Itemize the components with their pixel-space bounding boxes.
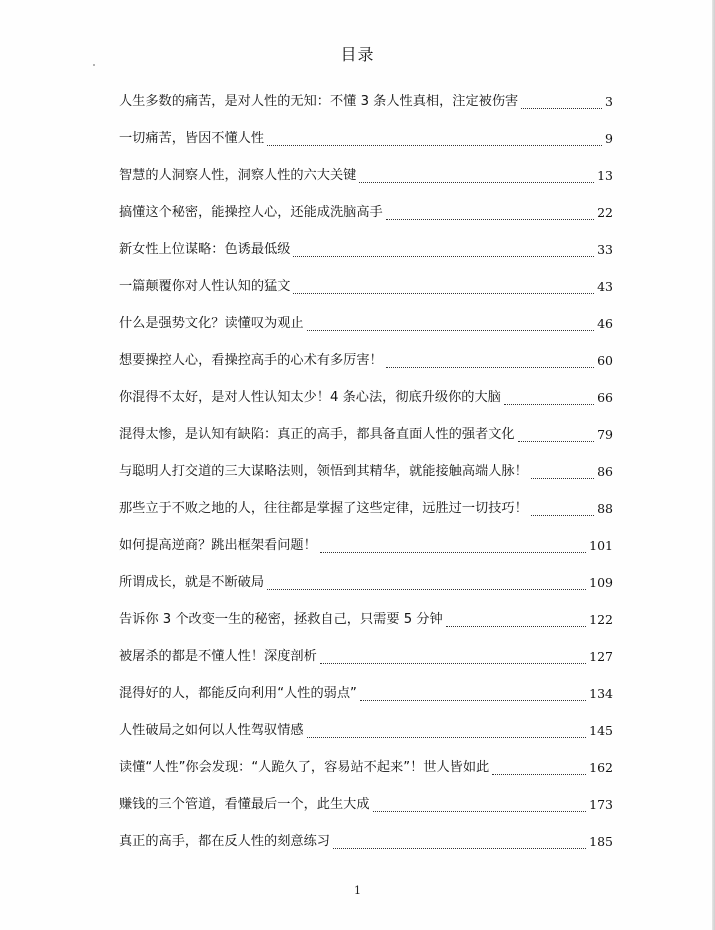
toc-entry-page-number: 66	[597, 389, 613, 405]
toc-entry-page-number: 43	[597, 278, 613, 294]
toc-entry-page-number: 60	[597, 352, 613, 368]
toc-entry[interactable]	[119, 120, 613, 157]
toc-entry-page-number: 122	[589, 611, 613, 627]
toc-entry-page-number: 13	[597, 167, 613, 183]
dot-leader	[333, 847, 586, 849]
toc-entry-title: 智慧的人洞察人性，洞察人性的六大关键	[119, 167, 357, 183]
toc-entry-title: 新女性上位谋略：色诱最低级	[119, 241, 291, 257]
dot-leader	[320, 551, 586, 553]
toc-entry[interactable]	[119, 453, 613, 490]
dot-leader	[293, 292, 594, 294]
toc-entry-title: 人生多数的痛苦，是对人性的无知：不懂 3 条人性真相，注定被伤害	[119, 93, 519, 109]
toc-entry-title: 混得好的人，都能反向利用“人性的弱点”	[119, 685, 357, 701]
toc-entry-page-number: 33	[597, 241, 613, 257]
toc-entry-page-number: 134	[589, 685, 613, 701]
toc-entry-page-number: 3	[605, 93, 613, 109]
toc-entry[interactable]	[119, 416, 613, 453]
toc-entry-title: 人性破局之如何以人性驾驭情感	[119, 722, 304, 738]
dot-leader	[531, 514, 594, 516]
dot-leader	[320, 662, 586, 664]
toc-entry-page-number: 86	[597, 463, 613, 479]
toc-entry[interactable]	[119, 194, 613, 231]
dot-leader	[518, 440, 594, 442]
toc-entry-title: 一篇颠覆你对人性认知的猛文	[119, 278, 291, 294]
dot-leader	[267, 144, 602, 146]
toc-entry-title: 混得太惨，是认知有缺陷：真正的高手，都具备直面人性的强者文化	[119, 426, 515, 442]
dot-leader	[446, 625, 586, 627]
dot-leader	[504, 403, 594, 405]
toc-entry-page-number: 162	[589, 759, 613, 775]
toc-entry[interactable]	[119, 601, 613, 638]
toc-entry-page-number: 79	[597, 426, 613, 442]
toc-entry[interactable]	[119, 157, 613, 194]
toc-entry-page-number: 109	[589, 574, 613, 590]
toc-entry[interactable]	[119, 638, 613, 675]
toc-entry[interactable]	[119, 823, 613, 860]
dot-leader	[492, 773, 586, 775]
toc-entry[interactable]	[119, 712, 613, 749]
toc-entry[interactable]	[119, 564, 613, 601]
toc-entry-title: 所谓成长，就是不断破局	[119, 574, 265, 590]
toc-entry[interactable]	[119, 83, 613, 120]
dot-leader	[293, 255, 594, 257]
dot-leader	[386, 218, 594, 220]
toc-entry-title: 与聪明人打交道的三大谋略法则，领悟到其精华，就能接触高端人脉！	[119, 463, 528, 479]
dot-leader	[307, 329, 594, 331]
toc-entry[interactable]	[119, 527, 613, 564]
toc-entry-page-number: 9	[605, 130, 613, 146]
toc-entry-title: 如何提高逆商？跳出框架看问题！	[119, 537, 317, 553]
toc-entry-title: 搞懂这个秘密，能操控人心，还能成洗脑高手	[119, 204, 383, 220]
toc-entry[interactable]	[119, 305, 613, 342]
toc-entry-title: 想要操控人心，看操控高手的心术有多厉害！	[119, 352, 383, 368]
dot-leader	[307, 736, 587, 738]
toc-entry[interactable]	[119, 379, 613, 416]
toc-entry-page-number: 127	[589, 648, 613, 664]
toc-entry[interactable]	[119, 268, 613, 305]
dot-leader	[360, 699, 586, 701]
dot-leader	[373, 810, 587, 812]
toc-entry-title: 什么是强势文化？读懂叹为观止	[119, 315, 304, 331]
table-of-contents	[119, 83, 613, 860]
dot-leader	[359, 181, 594, 183]
dot-leader	[386, 366, 594, 368]
toc-entry-page-number: 173	[589, 796, 613, 812]
toc-entry[interactable]	[119, 231, 613, 268]
toc-entry-page-number: 22	[597, 204, 613, 220]
page-number: 1	[354, 884, 361, 897]
toc-entry-page-number: 145	[589, 722, 613, 738]
dot-leader	[531, 477, 594, 479]
toc-entry-title: 真正的高手，都在反人性的刻意练习	[119, 833, 330, 849]
toc-entry[interactable]	[119, 749, 613, 786]
toc-entry-page-number: 101	[589, 537, 613, 553]
dot-leader	[521, 107, 602, 109]
dot-leader	[267, 588, 586, 590]
toc-entry[interactable]	[119, 675, 613, 712]
toc-entry-title: 被屠杀的都是不懂人性！深度剖析	[119, 648, 317, 664]
toc-title: 目录	[340, 45, 375, 64]
toc-entry-page-number: 185	[589, 833, 613, 849]
toc-entry-page-number: 46	[597, 315, 613, 331]
toc-entry-title: 那些立于不败之地的人，往往都是掌握了这些定律，远胜过一切技巧！	[119, 500, 528, 516]
toc-entry-title: 告诉你 3 个改变一生的秘密，拯救自己，只需要 5 分钟	[119, 611, 443, 627]
toc-entry-title: 一切痛苦，皆因不懂人性	[119, 130, 265, 146]
toc-entry-title: 赚钱的三个管道，看懂最后一个，此生大成	[119, 796, 370, 812]
toc-entry-title: 你混得不太好，是对人性认知太少！4 条心法，彻底升级你的大脑	[119, 389, 501, 405]
toc-entry[interactable]	[119, 342, 613, 379]
toc-entry[interactable]	[119, 786, 613, 823]
toc-entry-title: 读懂“人性”你会发现：“人跪久了，容易站不起来”！世人皆如此	[119, 759, 490, 775]
toc-entry[interactable]	[119, 490, 613, 527]
toc-entry-page-number: 88	[597, 500, 613, 516]
